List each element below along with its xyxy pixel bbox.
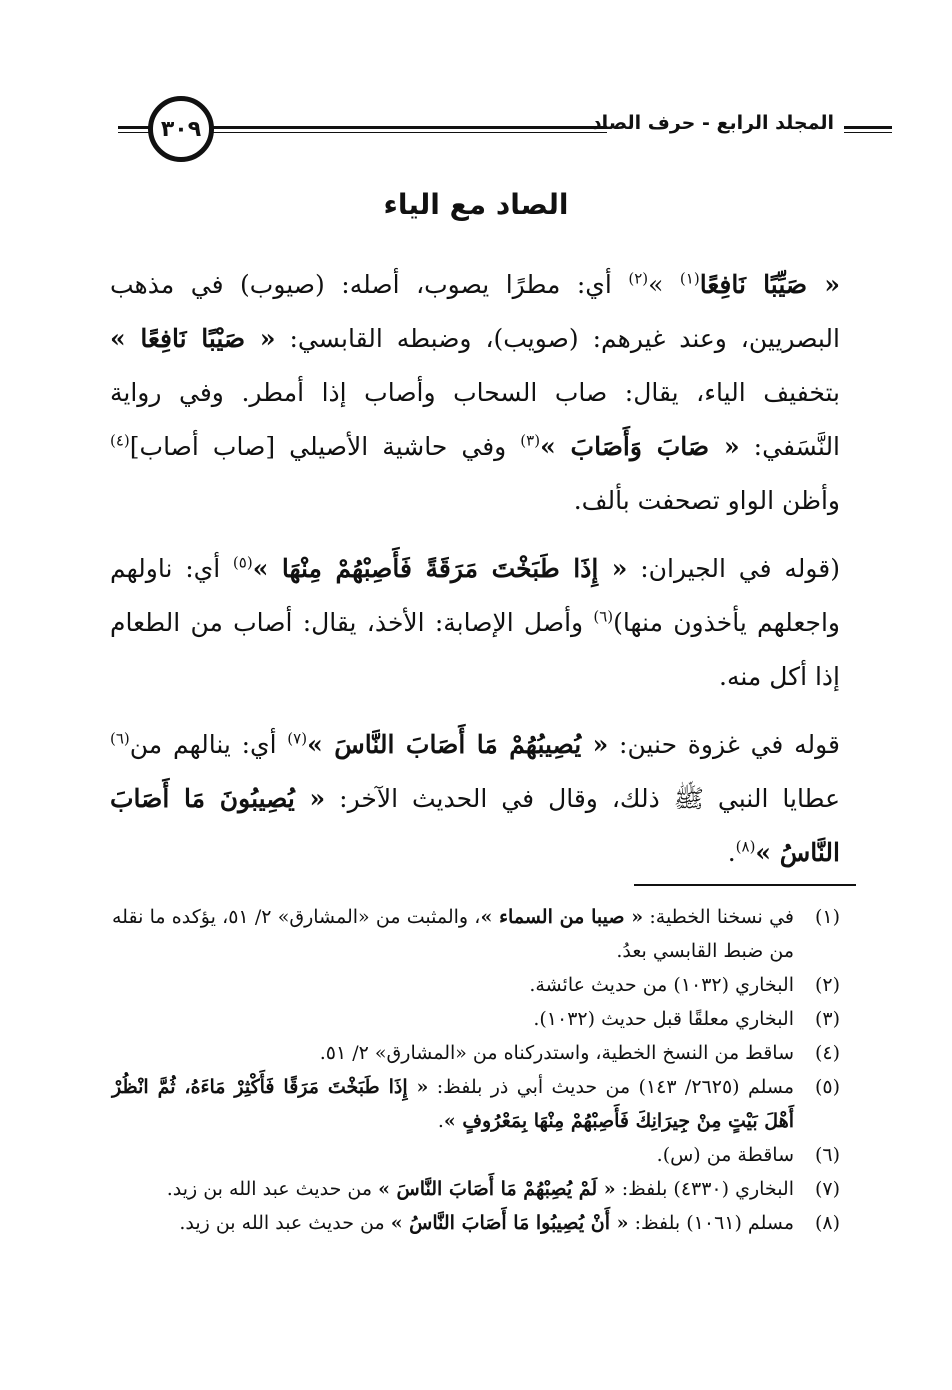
text-run: في نسخنا الخطية:	[643, 906, 794, 928]
quoted-hadith: « يُصِيبُونَ مَا أَصَابَ النَّاسُ »	[110, 784, 840, 867]
header-rule-center-thin	[212, 132, 607, 133]
quoted-hadith: « لَمْ يُصِبْهُمْ مَا أَصَابَ النَّاسَ »	[378, 1178, 616, 1200]
header-rule-right-thin	[844, 132, 892, 133]
footnote-text	[112, 1070, 794, 1138]
paragraph	[110, 542, 840, 704]
footnote	[112, 1070, 840, 1138]
text-run: أي: ناولهم واجعلهم يأخذون منها)	[110, 554, 840, 637]
footnote-text	[112, 1002, 794, 1036]
text-run: وأظن الواو تصحفت بألف.	[573, 486, 840, 515]
quoted-hadith: « يُصِيبُهُمْ مَا أَصَابَ النَّاسَ »	[307, 730, 609, 759]
text-run: أي: مطرًا يصوب، أصله: (صيوب) في مذهب البصريين، وعند غيرهم: (صويب)، وضبطه القابسي:	[110, 270, 840, 353]
text-run: من حديث عبد الله بن زيد.	[179, 1212, 391, 1234]
text-run: قوله في غزوة حنين:	[608, 730, 840, 759]
text-run: (قوله في الجيران:	[627, 554, 840, 583]
section-title: الصاد مع الياء	[383, 188, 569, 221]
text-run: بتخفيف الياء، يقال: صاب السحاب وأصاب إذا أمطر. وفي رواية النَّسَفي:	[110, 378, 841, 461]
footnote-number: (٣)	[814, 1008, 840, 1030]
footnote-text	[112, 1138, 794, 1172]
footnote-number: (٤)	[814, 1042, 840, 1064]
footnote	[112, 968, 840, 1002]
footnote-ref: (٤)	[110, 431, 130, 450]
footnote	[112, 1036, 840, 1070]
text-run: مسلم (٢٦٢٥/ ١٤٣) من حديث أبي ذر بلفظ:	[428, 1076, 795, 1098]
paragraph	[110, 258, 840, 528]
footnote-text	[112, 900, 794, 968]
footnote	[112, 1206, 840, 1240]
footnote-text	[112, 1036, 794, 1070]
footnote-ref: (٢)	[628, 269, 649, 288]
text-run: ، والمثبت من «المشارق» ٢/ ٥١، يؤكده ما نقله من ضبط القابسي بعدُ.	[112, 906, 794, 962]
header-rule-left-thin	[118, 132, 150, 133]
footnote	[112, 900, 840, 968]
footnote-number: (١)	[814, 906, 840, 928]
quoted-hadith: « صَابَ وَأَصَابَ »	[540, 432, 740, 461]
text-run: من حديث عبد الله بن زيد.	[166, 1178, 379, 1200]
text-run: .	[437, 1110, 444, 1132]
footnote-ref: (١)	[679, 269, 700, 288]
text-run: وأصل الإصابة: الأخذ، يقال: أصاب من الطعام إذا أكل منه.	[110, 608, 840, 691]
footnote	[112, 1138, 840, 1172]
text-run: البخاري (١٠٣٢) من حديث عائشة.	[529, 974, 794, 996]
footnote-number: (٦)	[814, 1144, 840, 1166]
footnote-ref: (٣)	[520, 431, 541, 450]
footnote-text	[112, 968, 794, 1002]
footnote	[112, 1002, 840, 1036]
text-run: البخاري معلقًا قبل حديث (١٠٣٢).	[533, 1008, 794, 1030]
footnote	[112, 1172, 840, 1206]
footnote-number: (٢)	[814, 974, 840, 996]
quoted-hadith: « صَيْبًا نَافِعًا »	[110, 324, 276, 353]
footnote-ref: (٦)	[593, 607, 614, 626]
footnote-number: (٨)	[814, 1212, 840, 1234]
header-rule-right	[844, 126, 892, 129]
text-run: وفي حاشية الأصيلي [صاب أصاب]	[129, 432, 521, 461]
header-rule-left	[118, 126, 150, 129]
footnote-number: (٧)	[814, 1178, 840, 1200]
text-run: .	[727, 838, 736, 867]
body-text	[110, 258, 840, 894]
text-run: البخاري (٤٣٣٠) بلفظ:	[615, 1178, 794, 1200]
page-number: ٣٠٩	[148, 96, 214, 162]
quoted-hadith: « إِذَا طَبَخْتَ مَرَقًا فَأَكْثِرْ مَاءَهُ، ثُمَّ انْظُرْ أَهْلَ بَيْتٍ مِنْ جِيرَانِكَ فَأَصِبْهُمْ مِنْهَا بِمَعْرُوفٍ »	[112, 1076, 794, 1132]
quoted-hadith: « أَنْ يُصِيبُوا مَا أَصَابَ النَّاسُ »	[390, 1212, 629, 1234]
footnote-separator	[634, 884, 856, 886]
quoted-hadith: « إِذَا طَبَخْتَ مَرَقَةً فَأَصِبْهُمْ مِنْهَا »	[252, 554, 628, 583]
text-run: مسلم (١٠٦١) بلفظ:	[628, 1212, 794, 1234]
text-run: ساقطة من (س).	[656, 1144, 794, 1166]
footnote-ref: (٨)	[735, 837, 756, 856]
quoted-hadith: « صَيِّبًا نَافِعًا	[699, 270, 840, 299]
footnote-ref: (٦)	[110, 729, 130, 748]
footnote-text	[112, 1206, 794, 1240]
footnotes	[112, 900, 840, 1240]
footnote-text	[112, 1172, 794, 1206]
paragraph	[110, 718, 840, 880]
text-run: ساقط من النسخ الخطية، واستدركناه من «المشارق» ٢/ ٥١.	[319, 1042, 794, 1064]
quoted-hadith: « صيبا من السماء »	[480, 906, 644, 928]
header-rule-center	[212, 126, 607, 129]
footnote-number: (٥)	[814, 1076, 840, 1098]
text-run: عطايا النبي ﷺ ذلك، وقال في الحديث الآخر:	[325, 784, 840, 813]
footnote-ref: (٥)	[232, 553, 253, 572]
text-run: أي: ينالهم من	[129, 730, 288, 759]
footnote-ref: (٧)	[287, 729, 308, 748]
text-run: »	[648, 270, 680, 299]
running-title: المجلد الرابع - حرف الصاد	[591, 112, 834, 134]
